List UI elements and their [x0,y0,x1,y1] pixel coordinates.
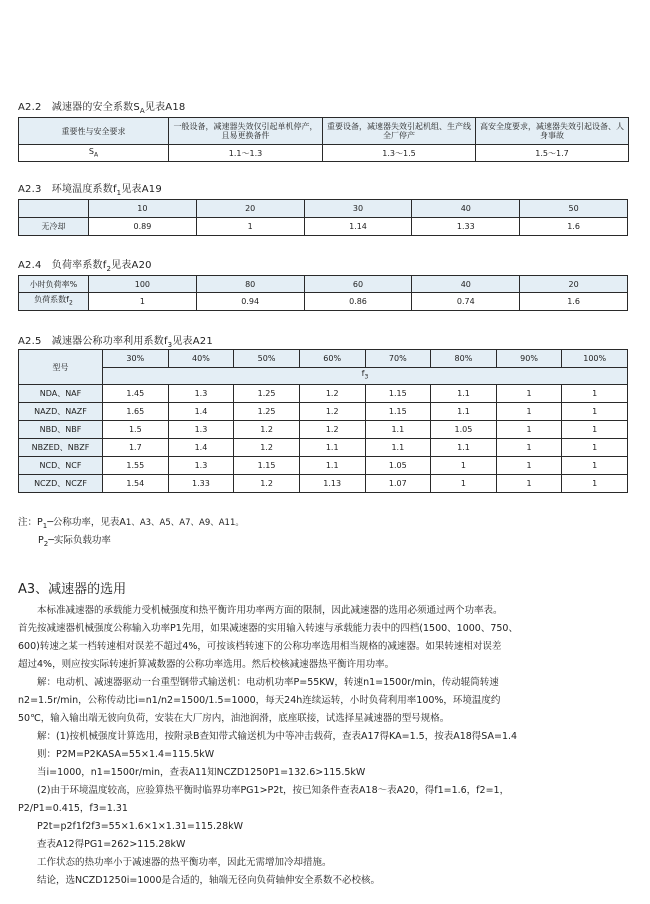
f2-label-sub: 2 [69,299,73,307]
f3-label: f [361,369,365,379]
table-a21 [18,349,628,493]
table-a21-cell: 1.2 [234,421,300,439]
a20-title-tail: 见表A20 [111,260,152,271]
table-a19-cell: 0.89 [89,218,197,236]
table-row [19,439,628,457]
a21-title-sub: 3 [167,341,173,349]
table-a19-temp: 10 [89,200,197,218]
table-a21-cell: 1.1 [299,457,365,475]
a20-title-text: A2.4 负荷率系数f [18,260,107,271]
table-a21-cell: 1.3 [168,421,234,439]
a18-title-sub: A [139,107,145,115]
table-row [19,403,628,421]
table-a20-cell: 0.74 [412,293,520,311]
table-a21-percent: 60% [299,350,365,368]
table-a21-cell: 1 [496,421,562,439]
table-a20-row1-cell: 80 [196,276,304,293]
paragraph-line: 当i=1000，n1=1500r/min，查表A11知NCZD1250P1=132.6>115.5kW [18,767,366,778]
table-a21-cell: 1.13 [299,475,365,493]
table-a21-cell: 1.1 [431,439,497,457]
table-a19-row-label: 无冷却 [19,218,89,236]
table-a19-temp: 30 [304,200,412,218]
table-a20-cell: 1.6 [520,293,628,311]
table-a18-row-label [19,145,169,162]
table-a21-cell: 1 [562,475,628,493]
table-a21-cell: 1 [496,475,562,493]
table-a18-col-head: 重要性与安全要求 [19,118,169,145]
paragraph-line: 查表A12得PG1=262>115.28kW [18,839,186,850]
table-a21-cell: 1.1 [365,421,431,439]
paragraph-line: 工作状态的热功率小于减速器的热平衡功率，因此无需增加冷却措施。 [18,857,332,868]
table-a21-model: NAZD、NAZF [19,403,103,421]
table-a21-cell: 1.25 [234,403,300,421]
table-a19-cell: 1 [196,218,304,236]
a20-title-sub: 2 [106,265,112,273]
table-a18-head-cell: 高安全度要求，减速器失效引起设备、人身事故 [476,118,629,145]
table-a21-cell: 1.25 [234,385,300,403]
paragraph-line: (2)由于环境温度较高，应验算热平衡时临界功率PG1>P2t，按已知条件查表A18～表A20，得f1=1.6，f2=1， [18,785,510,796]
a19-title-text: A2.3 环境温度系数f [18,184,117,195]
table-a21-cell: 1.1 [431,385,497,403]
table-row [19,475,628,493]
table-a21-percent: 90% [496,350,562,368]
table-a20-row1-cell: 60 [304,276,412,293]
table-a21-cell: 1 [562,385,628,403]
table-a21-percent: 80% [431,350,497,368]
table-a21-cell: 1.1 [299,439,365,457]
paragraph-line: P2t=p2f1f2f3=55×1.6×1×1.31=115.28kW [18,821,244,832]
table-a21-cell: 1.45 [103,385,169,403]
a18-title-tail: 见表A18 [144,102,186,113]
paragraph-line: 则：P2M=P2KASA=55×1.4=115.5kW [18,749,215,760]
table-a21-cell: 1.5 [103,421,169,439]
table-a20-row1-label: 小时负荷率% [19,276,89,293]
table-a21-model-head: 型号 [19,350,103,385]
table-a21-cell: 1.3 [168,385,234,403]
table-a21-cell: 1.05 [365,457,431,475]
table-a21-cell: 1 [431,475,497,493]
table-a21-cell: 1 [496,385,562,403]
table-a20 [18,275,628,311]
table-a21-cell: 1.2 [299,421,365,439]
table-a21-percent: 100% [562,350,628,368]
table-a19-cell: 1.6 [520,218,628,236]
table-row [19,385,628,403]
table-a19-cell: 1.33 [412,218,520,236]
table-a19-temp: 50 [520,200,628,218]
table-row [19,457,628,475]
section-title-a20 [18,256,152,273]
table-a18-head-cell: 重要设备，减速器失效引起机组、生产线全厂停产 [323,118,476,145]
table-a21-cell: 1.07 [365,475,431,493]
table-a19-temp: 40 [412,200,520,218]
table-a21-cell: 1 [562,421,628,439]
table-a21-cell: 1 [562,439,628,457]
table-a20-row2-label [19,293,89,311]
section-heading-a3: A3、减速器的选用 [18,582,127,597]
table-a21-model: NCD、NCF [19,457,103,475]
table-a21-cell: 1.7 [103,439,169,457]
table-a21-cell: 1.2 [234,439,300,457]
table-a20-row1-cell: 20 [520,276,628,293]
table-a21-cell: 1.65 [103,403,169,421]
note-text: P [38,535,44,546]
table-a21-cell: 1 [496,439,562,457]
note-text: ─实际负载功率 [48,535,111,546]
table-a21-cell: 1.15 [365,403,431,421]
table-a21-model: NBZED、NBZF [19,439,103,457]
paragraph-line: n2=1.5r/min，公称传动比i=n1/n2=1500/1.5=1000，每天24h连续运转，小时负荷利用率100%，环境温度约 [18,695,501,706]
table-a21-cell: 1.3 [168,457,234,475]
table-a21-cell: 1 [496,457,562,475]
table-a21-cell: 1.2 [234,475,300,493]
table-a20-cell: 1 [89,293,197,311]
table-a21-cell: 1.15 [365,385,431,403]
a19-title-tail: 见表A19 [121,184,162,195]
table-a21-cell: 1.15 [234,457,300,475]
table-a19-cell: 1.14 [304,218,412,236]
table-a21-percent: 30% [103,350,169,368]
table-a21-percent: 40% [168,350,234,368]
a18-title-text: A2.2 减速器的安全系数S [18,102,140,113]
paragraph-line: 首先按减速器机械强度公称输入功率P1先用，如果减速器的实用输入转速与承载能力表中的四档(1500、1000、750、 [18,623,518,634]
note-sub: 1 [42,521,48,530]
table-a21-cell: 1 [562,403,628,421]
table-a21-percent: 70% [365,350,431,368]
paragraph-line: 超过4%，则应按实际转速折算减数器的公称功率选用。然后校核减速器热平衡许用功率。 [18,659,395,670]
table-a21-cell: 1.55 [103,457,169,475]
table-a20-row1-cell: 100 [89,276,197,293]
table-a18-cell: 1.5～1.7 [476,145,629,162]
table-row [19,421,628,439]
a21-title-text: A2.5 减速器公称功率利用系数f [18,336,168,347]
paragraph-line: 结论，选NCZD1250i=1000是合适的，轴端无径向负荷轴伸安全系数不必校核。 [18,875,381,886]
table-a21-cell: 1.2 [299,385,365,403]
paragraph-line: P2/P1=0.415，f3=1.31 [18,803,128,814]
table-a18-cell: 1.3～1.5 [323,145,476,162]
table-a21-cell: 1 [431,457,497,475]
note-sub: 2 [43,539,49,548]
paragraph-line: 本标准减速器的承载能力受机械强度和热平衡许用功率两方面的限制，因此减速器的选用必须通过两个功率表。 [18,605,503,616]
table-a21-cell: 1 [562,457,628,475]
table-a21-model: NBD、NBF [19,421,103,439]
table-a18-cell: 1.1～1.3 [169,145,323,162]
table-a21-cell: 1 [496,403,562,421]
table-a21-cell: 1.54 [103,475,169,493]
table-a21-cell: 1.1 [365,439,431,457]
note-line-1 [18,514,244,530]
table-a21-model: NCZD、NCZF [19,475,103,493]
table-a21-cell: 1.4 [168,403,234,421]
a21-title-tail: 见表A21 [172,336,213,347]
f2-label: 负荷系数f [34,295,69,305]
table-a21-cell: 1.05 [431,421,497,439]
note-text: ─公称功率，见表A [47,517,126,528]
table-a21-percent: 50% [234,350,300,368]
table-a20-cell: 0.94 [196,293,304,311]
section-title-a21 [18,332,213,349]
note-text: 1、A3、A5、A7、A9、A11。 [125,518,244,528]
table-a19 [18,199,628,236]
f3-label-sub: 3 [364,374,369,382]
paragraph-line: 解：(1)按机械强度计算选用，按附录B查知带式输送机为中等冲击载荷，查表A17得KA=1.5，按表A18得SA=1.4 [18,731,518,742]
section-title-a18 [18,98,185,115]
table-a21-cell: 1.4 [168,439,234,457]
a19-title-sub: 1 [116,189,122,197]
table-a21-cell: 1.33 [168,475,234,493]
section-title-a19 [18,180,162,197]
table-a21-model: NDA、NAF [19,385,103,403]
table-a20-cell: 0.86 [304,293,412,311]
paragraph-line: 解：电动机、减速器驱动一台重型钢带式输送机：电动机功率P=55KW，转速n1=1500r/min，传动辊筒转速 [18,677,499,688]
a3-body [18,602,630,890]
sa-label-sub: A [93,151,99,159]
table-a18-head-cell: 一般设备，减速器失效仅引起单机停产，且易更换备件 [169,118,323,145]
table-a19-temp: 20 [196,200,304,218]
note-text: 注：P [18,517,43,528]
paragraph-line: 50℃，输入输出端无彼向负荷，安装在大厂房内，油池润滑，底座联接，试选择星减速器的型号规格。 [18,713,450,724]
table-a20-row1-cell: 40 [412,276,520,293]
table-a21-cell: 1.1 [431,403,497,421]
table-a18 [18,117,629,162]
sa-label: S [88,146,94,156]
note-line-2 [38,532,111,548]
table-a21-cell: 1.2 [299,403,365,421]
table-a21-f3-head [103,367,628,385]
paragraph-line: 600)转速之某一档转速相对误差不超过4%，可按该档转速下的公称功率选用相当规格的减速器。如果转速相对误差 [18,641,502,652]
table-a19-corner [19,200,89,218]
